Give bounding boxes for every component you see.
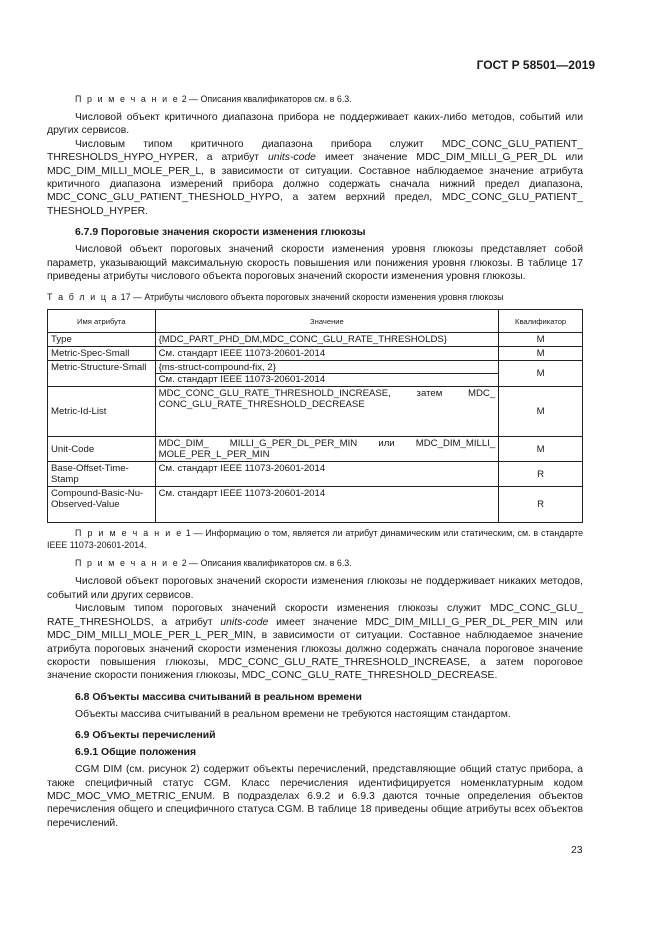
col-header-qualifier: Квалификатор — [499, 310, 583, 333]
paragraph-critical-no-methods: Числовой объект критичного диапазона прибора не поддерживает каких-либо методов, событий или других сервисов. — [47, 112, 583, 137]
paragraph-rate-thresholds: Числовой объект пороговых значений скорости изменения уровня глюкозы представляет собой параметр, указывающий максимальную скорость повышения или понижения уровня глюкозы. В таблице 17 приведены атрибуты числового объекта пороговых значений скорости изменения уровня глюкозы. — [47, 244, 583, 283]
table-17 — [47, 309, 583, 523]
table-row: Metric-Structure-Small {ms-struct-compound-fix, 2} См. стандарт IEEE 11073-20601-2014 M — [48, 361, 583, 387]
section-heading-6-9: 6.9 Объекты перечислений — [75, 730, 216, 742]
page-body — [47, 87, 583, 830]
col-header-attribute-name: Имя атрибута — [48, 310, 156, 333]
section-heading-6-7-9: 6.7.9 Пороговые значения скорости изменения глюкозы — [75, 227, 366, 239]
paragraph-enumerations: CGM DIM (см. рисунок 2) содержит объекты перечислений, представляющие общий статус прибора, а также специфичный статус CGM. Класс перечисления идентифицируется номенклатурным кодом MDC_MOC_VMO_METRIC_ENUM. В подразделах 6.9.2 и 6.9.3 даются точные определения объектов перечисления общего и специфичного статуса CGM. В таблице 18 приведены общие атрибуты всех объектов перечислений. — [47, 764, 583, 829]
table-row: Base-Offset-Time-Stamp См. стандарт IEEE 11073-20601-2014 R — [48, 462, 583, 487]
paragraph-rate-type: Числовым типом пороговых значений скорости изменения глюкозы служит MDC_CONC_GLU_ RATE_THRESHOLDS, а атрибут units-code имеет значение MDC_DIM_MILLI_G_PER_DL_PER_MIN или MDC_DIM_MILLI_MOLE_PER_L_PER_MIN, в зависимости от ситуации. Составное наблюдаемое значение атрибута пороговых значений скорости изменения глюкозы должно содержать сначала пороговое значение скорости повышения глюкозы, MDC_CONC_GLU_RATE_THRESHOLD_INCREASE, а затем пороговое значение скорости понижения глюкозы, MDC_CONC_GLU_RATE_THRESHOLD_DECREASE. — [47, 603, 583, 682]
paragraph-critical-type: Числовым типом критичного диапазона прибора служит MDC_CONC_GLU_PATIENT_ THRESHOLDS_HYPO_HYPER, а атрибут units-code имеет значение MDC_DIM_MILLI_G_PER_DL или MDC_DIM_MILLI_MOLE_PER_L, в зависимости от ситуации. Составное наблюдаемое значение атрибута критичного диапазона измерений прибора должно содержать сначала нижний предел диапазона, MDC_CONC_GLU_PATIENT_THESHOLD_HYPO, а затем верхний предел, MDC_CONC_GLU_PATIENT_ THESHOLD_HYPER. — [47, 138, 583, 217]
paragraph-realtime-arrays: Объекты массива считываний в реальном времени не требуются настоящим стандартом. — [75, 708, 511, 720]
note-table-1: П р и м е ч а н и е 1 — Информацию о том, является ли атрибут динамическим или статическим, см. в стандарте IEEE 11073-20601-2014. — [47, 528, 584, 551]
note-table-2: П р и м е ч а н и е 2 — Описания квалификаторов см. в 6.3. — [75, 558, 352, 569]
section-heading-6-8: 6.8 Объекты массива считываний в реальном времени — [75, 691, 362, 703]
table-row: Type {MDC_PART_PHD_DM,MDC_CONC_GLU_RATE_THRESHOLDS} M — [48, 333, 583, 347]
note-qualifiers-top: П р и м е ч а н и е 2 — Описания квалификаторов см. в 6.3. — [75, 94, 352, 104]
document-header: ГОСТ Р 58501—2019 — [476, 58, 595, 72]
table-header-row — [48, 310, 583, 333]
section-heading-6-9-1: 6.9.1 Общие положения — [75, 747, 197, 759]
table-row: Unit-Code MDC_DIM_ MILLI_G_PER_DL_PER_MIN или MDC_DIM_MILLI_ MOLE_PER_L_PER_MIN M — [48, 437, 583, 462]
paragraph-rate-no-methods: Числовой объект пороговых значений скорости изменения глюкозы не поддерживает никаких методов, событий или других сервисов. — [47, 576, 583, 601]
page-number: 23 — [571, 845, 583, 856]
table-row: Metric-Id-List MDC_CONC_GLU_RATE_THRESHOLD_INCREASE, затем MDC_ CONC_GLU_RATE_THRESHOLD_DECREASE M — [48, 387, 583, 437]
col-header-value: Значение — [155, 310, 499, 333]
table-17-caption: Т а б л и ц а 17 — Атрибуты числового объекта пороговых значений скорости изменения уровня глюкозы — [47, 292, 504, 303]
table-row: Compound-Basic-Nu-Observed-Value См. стандарт IEEE 11073-20601-2014 R — [48, 487, 583, 523]
table-row: Metric-Spec-Small См. стандарт IEEE 11073-20601-2014 M — [48, 347, 583, 361]
